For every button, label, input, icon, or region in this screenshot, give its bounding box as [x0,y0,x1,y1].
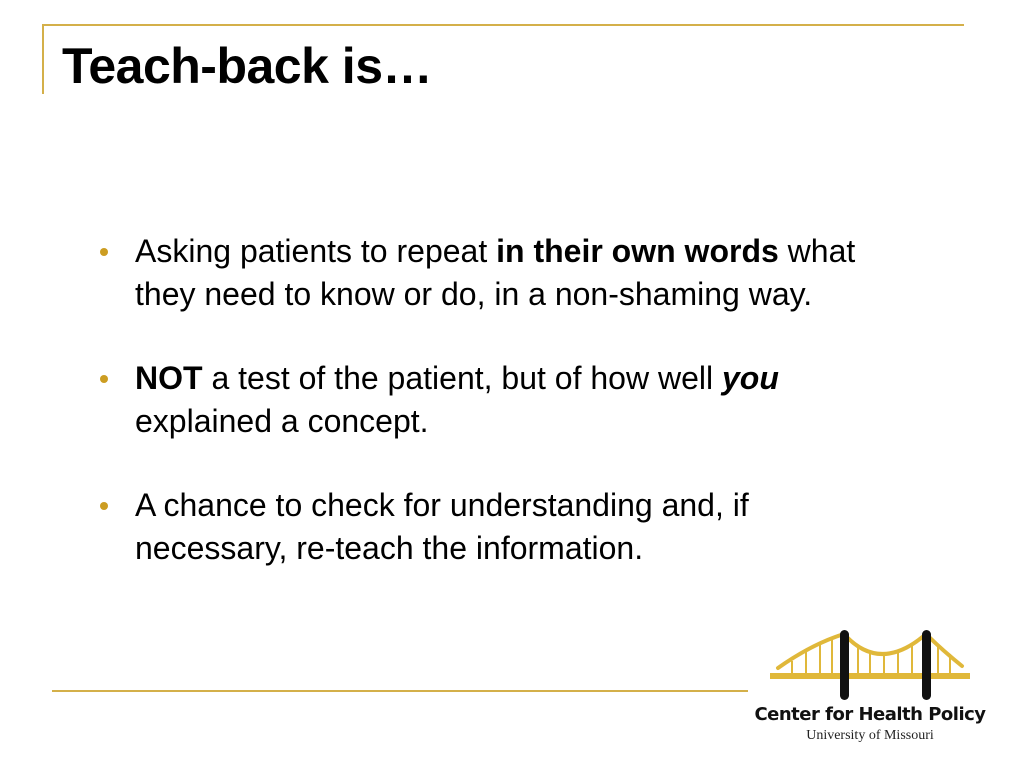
bullet-item [96,484,896,570]
logo-subtitle: University of Missouri [806,728,934,743]
text-segment: A chance to check for understanding and, if necessary, re-teach the information. [135,487,749,566]
left-rule [42,24,44,94]
emphasis-segment: in their own words [496,233,779,269]
text-segment: a test of the patient, but of how well [202,360,722,396]
bullet-dot-icon [100,375,108,383]
bullet-item [96,357,896,443]
italic-emphasis-segment: you [721,360,779,396]
text-segment: what they need to know or do, in a non-shaming way. [135,233,856,312]
bullet-text [135,487,749,566]
bullet-list [96,230,896,570]
bullet-item [96,230,896,316]
emphasis-segment [722,360,779,396]
text-segment: explained a concept. [135,403,429,439]
top-rule [42,24,964,26]
logo-name: Center for Health Policy [754,704,986,725]
suspension-bridge-icon [762,630,978,702]
bullet-dot-icon [100,502,108,510]
text-segment: Asking patients to repeat [135,233,497,269]
bullet-text [135,233,855,312]
slide-title: Teach-back is… [62,38,433,94]
bullet-text [135,360,779,439]
emphasis-segment: NOT [135,360,203,396]
logo [748,630,992,748]
bottom-rule [52,690,752,692]
bullet-dot-icon [100,248,108,256]
